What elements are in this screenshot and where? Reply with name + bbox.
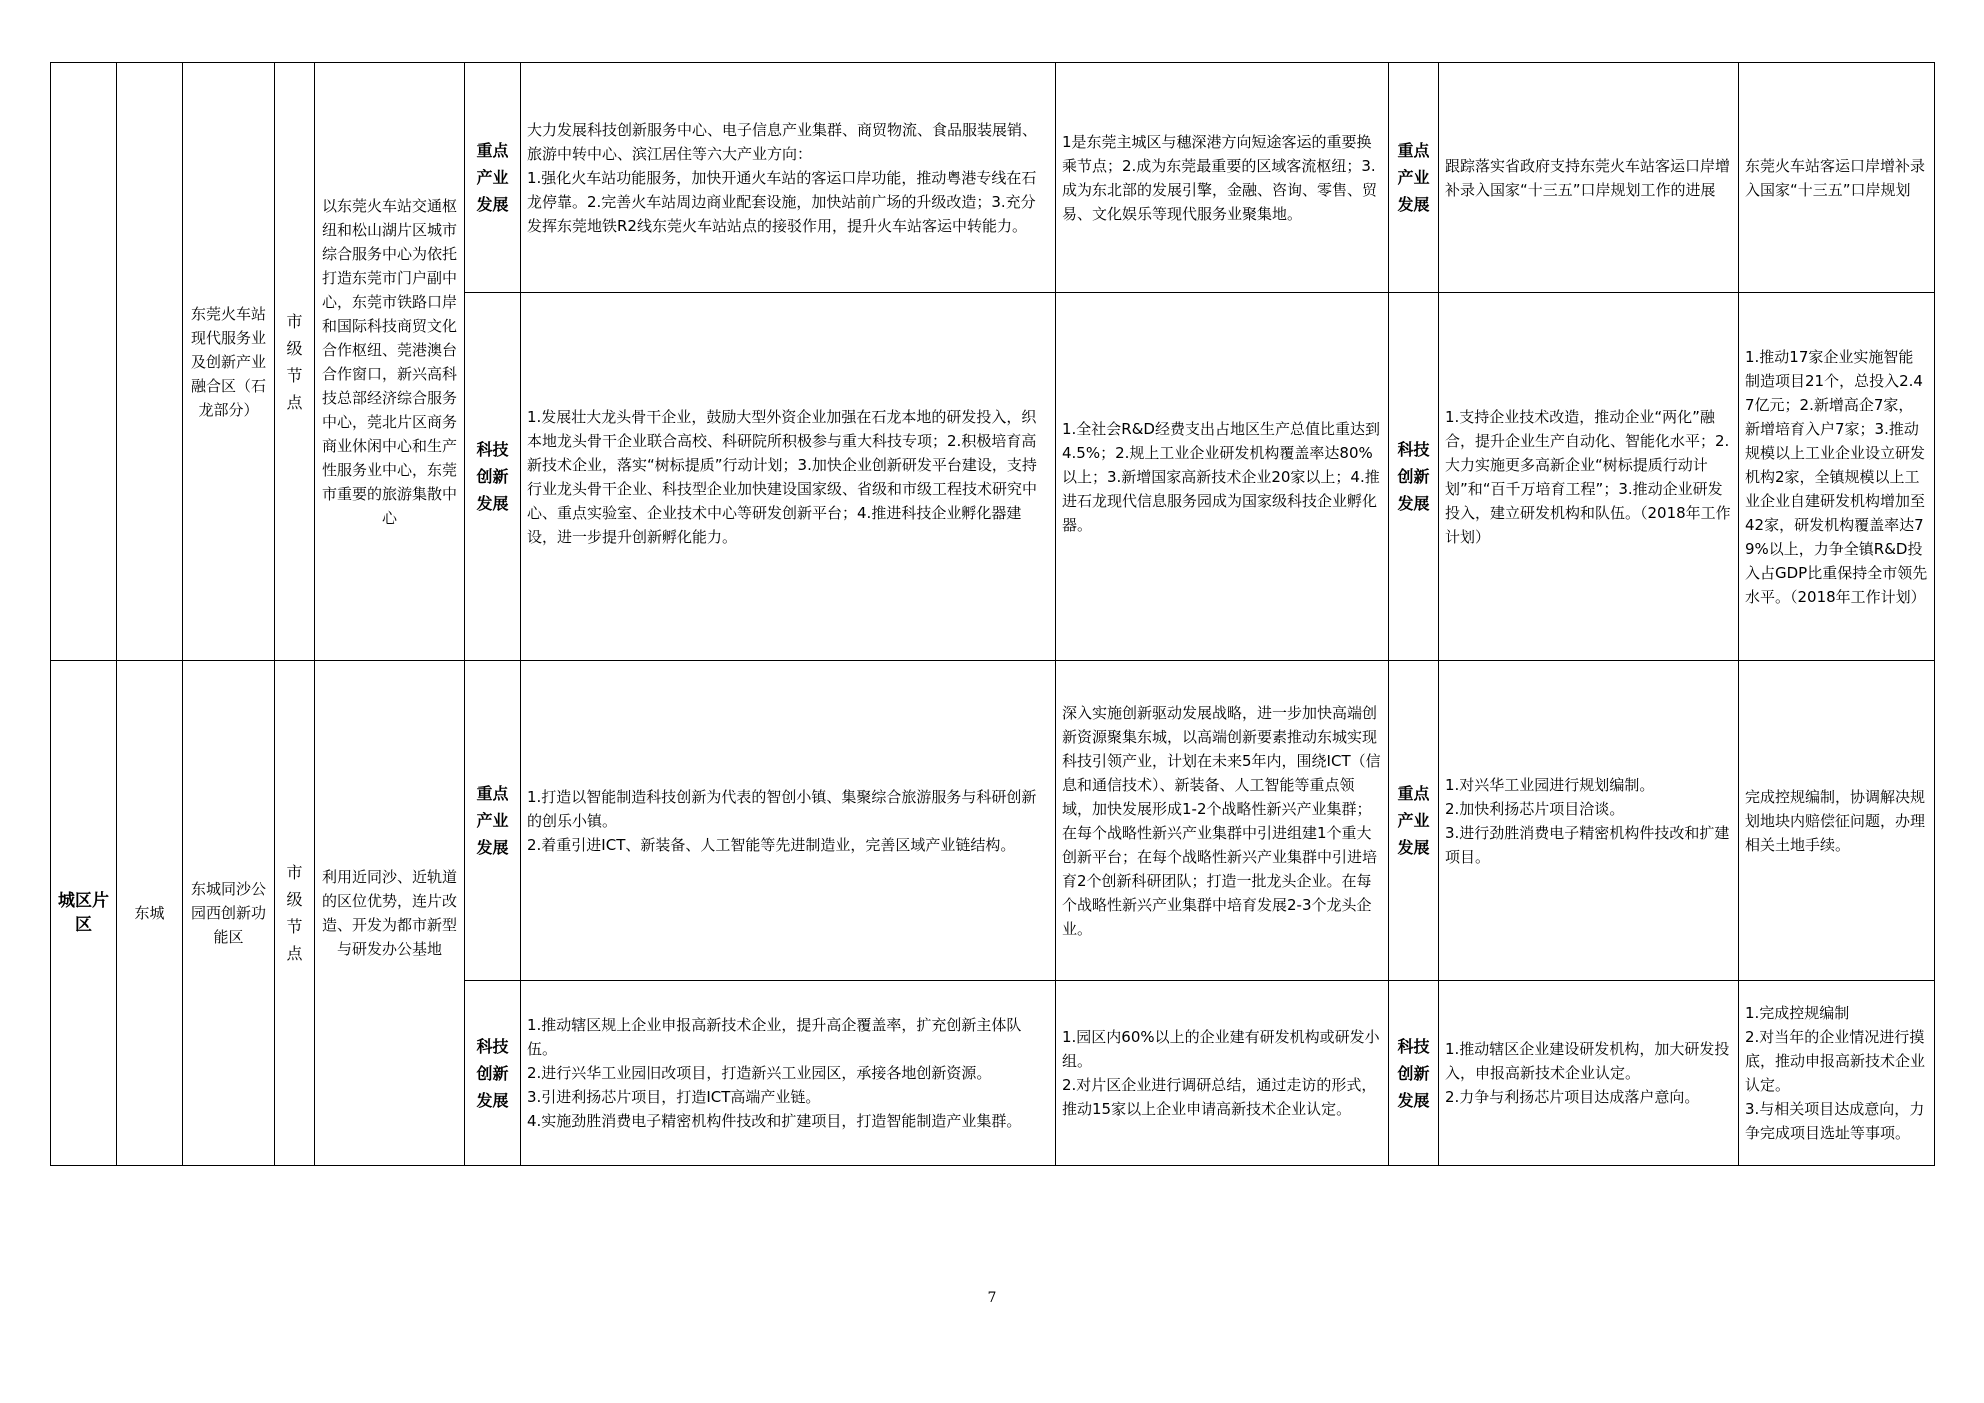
zone-name-cell: 东莞火车站现代服务业及创新产业融合区（石龙部分）	[183, 63, 275, 661]
category-cell: 科技创新发展	[1389, 981, 1439, 1166]
target-cell: 1.推动17家企业实施智能制造项目21个，总投入2.47亿元；2.新增高企7家，新增培育入户7家；3.推动规模以上工业企业设立研发机构2家，全镇规模以上工业企业自建研发机构增加至42家，研发机构覆盖率达79%以上，力争全镇R&D投入占GDP比重保持全市领先水平。（2018年工作计划）	[1739, 293, 1935, 661]
plan-cell: 1.对兴华工业园进行规划编制。 2.加快利扬芯片项目洽谈。 3.进行劲胜消费电子精密机构件技改和扩建项目。	[1439, 661, 1739, 981]
goal-cell: 1.园区内60%以上的企业建有研发机构或研发小组。 2.对片区企业进行调研总结，通过走访的形式，推动15家以上企业申请高新技术企业认定。	[1056, 981, 1389, 1166]
region-cell	[51, 63, 117, 661]
region-cell: 城区片区	[51, 661, 117, 1166]
zone-name-cell: 东城同沙公园西创新功能区	[183, 661, 275, 1166]
plan-cell: 1.支持企业技术改造，推动企业“两化”融合，提升企业生产自动化、智能化水平；2.大力实施更多高新企业“树标提质行动计划”和“百千万培育工程”；3.推动企业研发投入，建立研发机构和队伍。（2018年工作计划）	[1439, 293, 1739, 661]
content-cell: 1.推动辖区规上企业申报高新技术企业，提升高企覆盖率，扩充创新主体队伍。 2.进行兴华工业园旧改项目，打造新兴工业园区，承接各地创新资源。 3.引进利扬芯片项目，打造ICT高端产业链。 4.实施劲胜消费电子精密机构件技改和扩建项目，打造智能制造产业集群。	[521, 981, 1056, 1166]
table-row	[51, 661, 1935, 981]
content-cell: 1.发展壮大龙头骨干企业，鼓励大型外资企业加强在石龙本地的研发投入，织本地龙头骨干企业联合高校、科研院所积极参与重大科技专项；2.积极培育高新技术企业，落实“树标提质”行动计划；3.加快企业创新研发平台建设，支持行业龙头骨干企业、科技型企业加快建设国家级、省级和市级工程技术研究中心、重点实验室、企业技术中心等研发创新平台；4.推进科技企业孵化器建设，进一步提升创新孵化能力。	[521, 293, 1056, 661]
target-cell: 1.完成控规编制 2.对当年的企业情况进行摸底，推动申报高新技术企业认定。 3.与相关项目达成意向，力争完成项目选址等事项。	[1739, 981, 1935, 1166]
goal-cell: 1是东莞主城区与穗深港方向短途客运的重要换乘节点；2.成为东莞最重要的区域客流枢纽；3.成为东北部的发展引擎，金融、咨询、零售、贸易、文化娱乐等现代服务业聚集地。	[1056, 63, 1389, 293]
category-cell: 科技创新发展	[465, 293, 521, 661]
level-cell: 市级节点	[275, 661, 315, 1166]
category-cell: 科技创新发展	[1389, 293, 1439, 661]
content-cell: 大力发展科技创新服务中心、电子信息产业集群、商贸物流、食品服装展销、旅游中转中心、滨江居住等六大产业方向： 1.强化火车站功能服务，加快开通火车站的客运口岸功能，推动粤港专线在石龙停靠。2.完善火车站周边商业配套设施，加快站前广场的升级改造；3.充分发挥东莞地铁R2线东莞火车站站点的接驳作用，提升火车站客运中转能力。	[521, 63, 1056, 293]
plan-cell: 1.推动辖区企业建设研发机构，加大研发投入，申报高新技术企业认定。 2.力争与利扬芯片项目达成落户意向。	[1439, 981, 1739, 1166]
category-cell: 重点产业发展	[1389, 661, 1439, 981]
positioning-cell: 以东莞火车站交通枢纽和松山湖片区城市综合服务中心为依托打造东莞市门户副中心，东莞市铁路口岸和国际科技商贸文化合作枢纽、莞港澳台合作窗口，新兴高科技总部经济综合服务中心，莞北片区商务商业休闲中心和生产性服务业中心，东莞市重要的旅游集散中心	[315, 63, 465, 661]
level-cell: 市级节点	[275, 63, 315, 661]
category-cell: 重点产业发展	[465, 63, 521, 293]
plan-cell: 跟踪落实省政府支持东莞火车站客运口岸增补录入国家“十三五”口岸规划工作的进展	[1439, 63, 1739, 293]
table-row	[51, 63, 1935, 293]
planning-table	[50, 62, 1935, 1166]
category-cell: 重点产业发展	[465, 661, 521, 981]
page-number: 7	[987, 1290, 997, 1306]
target-cell: 完成控规编制，协调解决规划地块内赔偿征问题，办理相关土地手续。	[1739, 661, 1935, 981]
goal-cell: 深入实施创新驱动发展战略，进一步加快高端创新资源聚集东城，以高端创新要素推动东城实现科技引领产业，计划在未来5年内，围绕ICT（信息和通信技术）、新装备、人工智能等重点领域，加快发展形成1-2个战略性新兴产业集群；在每个战略性新兴产业集群中引进组建1个重大创新平台；在每个战略性新兴产业集群中引进培育2个创新科研团队；打造一批龙头企业。在每个战略性新兴产业集群中培育发展2-3个龙头企业。	[1056, 661, 1389, 981]
area-cell: 东城	[117, 661, 183, 1166]
category-cell: 重点产业发展	[1389, 63, 1439, 293]
category-cell: 科技创新发展	[465, 981, 521, 1166]
positioning-cell: 利用近同沙、近轨道的区位优势，连片改造、开发为都市新型与研发办公基地	[315, 661, 465, 1166]
goal-cell: 1.全社会R&D经费支出占地区生产总值比重达到4.5%；2.规上工业企业研发机构覆盖率达80%以上；3.新增国家高新技术企业20家以上；4.推进石龙现代信息服务园成为国家级科技企业孵化器。	[1056, 293, 1389, 661]
content-cell: 1.打造以智能制造科技创新为代表的智创小镇、集聚综合旅游服务与科研创新的创乐小镇。 2.着重引进ICT、新装备、人工智能等先进制造业，完善区域产业链结构。	[521, 661, 1056, 981]
area-cell	[117, 63, 183, 661]
target-cell: 东莞火车站客运口岸增补录入国家“十三五”口岸规划	[1739, 63, 1935, 293]
